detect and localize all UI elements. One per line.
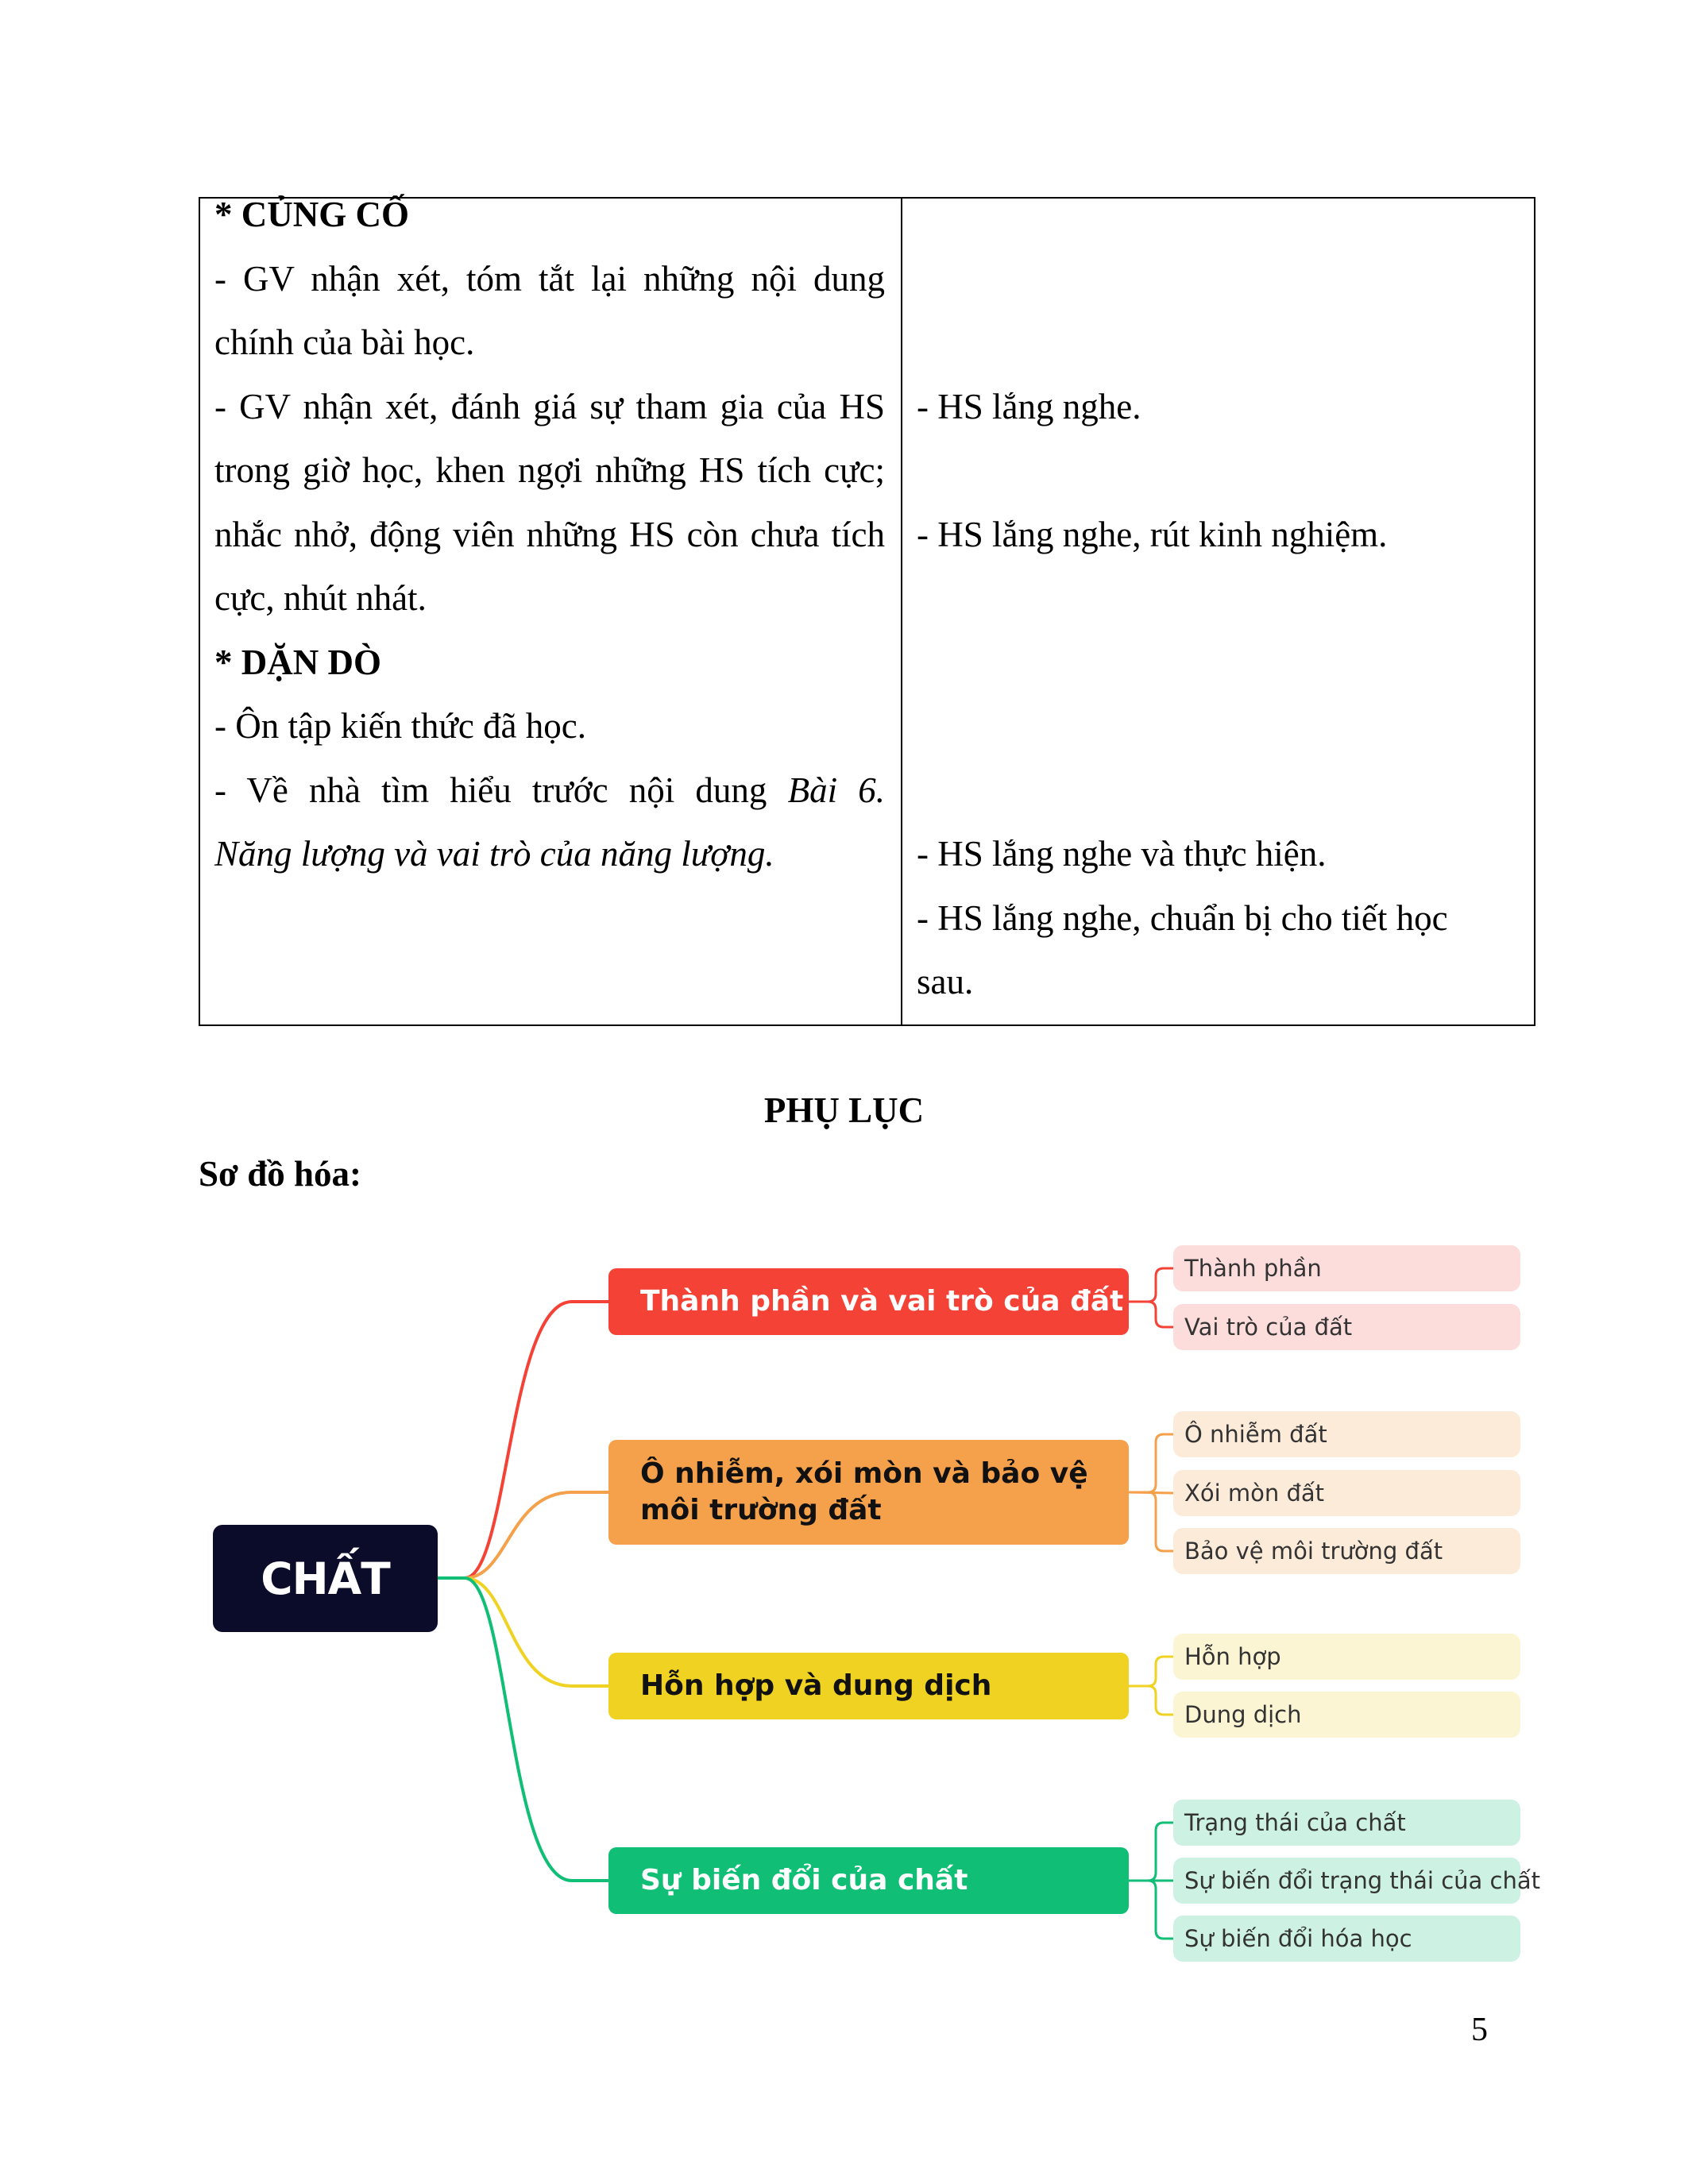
teacher-activity-line-text: - Về nhà tìm hiểu trước nội dung — [214, 770, 788, 810]
mindmap-root: CHẤT — [213, 1525, 438, 1632]
teacher-activities-column — [200, 195, 902, 1024]
student-activity-line — [917, 438, 1518, 503]
mindmap-leaf-node: Dung dịch — [1173, 1692, 1520, 1738]
mindmap-branch-node: Ô nhiễm, xói mòn và bảo vệ môi trường đất — [608, 1440, 1129, 1545]
branch-leaf-connector — [1129, 1657, 1173, 1686]
lesson-table — [199, 197, 1535, 1026]
teacher-activity-line — [214, 758, 885, 823]
student-activity-line — [917, 247, 1518, 311]
mindmap-leaf-node: Vai trò của đất — [1173, 1304, 1520, 1350]
student-activity-line — [917, 631, 1518, 695]
mindmap-leaf-node: Bảo vệ môi trường đất — [1173, 1528, 1520, 1574]
teacher-activity-line: chính của bài học. — [214, 322, 475, 362]
student-activity-line: - HS lắng nghe và thực hiện. — [917, 834, 1327, 874]
diagram-label: Sơ đồ hóa: — [199, 1154, 361, 1194]
root-branch-connector — [438, 1492, 608, 1578]
root-branch-connector — [438, 1578, 608, 1881]
branch-leaf-connector — [1129, 1492, 1173, 1551]
student-activity-line: sau. — [917, 962, 974, 1001]
student-activity-line — [917, 183, 1518, 247]
student-activity-line — [917, 311, 1518, 375]
teacher-activity-line-italic: Bài 6. — [787, 770, 886, 810]
teacher-activity-line: - Ôn tập kiến thức đã học. — [214, 706, 586, 746]
student-activity-line: - HS lắng nghe, rút kinh nghiệm. — [917, 514, 1388, 554]
mindmap-leaf-node: Hỗn hợp — [1173, 1634, 1520, 1680]
mindmap-leaf-node: Thành phần — [1173, 1245, 1520, 1291]
teacher-activity-line: - GV nhận xét, tóm tắt lại những nội dung — [214, 258, 885, 299]
student-activities-column — [902, 199, 1534, 1024]
teacher-activity-line: * CỦNG CỐ — [214, 195, 409, 234]
teacher-activity-line: cực, nhút nhát. — [214, 578, 427, 618]
teacher-activity-line: Năng lượng và vai trò của năng lượng. — [214, 834, 774, 874]
branch-leaf-connector — [1129, 1492, 1173, 1493]
branch-leaf-connector — [1129, 1823, 1173, 1881]
mindmap-leaf-node: Xói mòn đất — [1173, 1470, 1520, 1516]
teacher-activity-line: trong giờ học, khen ngợi những HS tích cực; — [214, 450, 885, 490]
student-activity-line: - HS lắng nghe. — [917, 386, 1141, 426]
branch-leaf-connector — [1129, 1686, 1173, 1715]
root-branch-connector — [438, 1578, 608, 1686]
mindmap-branch-node: Thành phần và vai trò của đất — [608, 1268, 1129, 1335]
teacher-activity-line: - GV nhận xét, đánh giá sự tham gia của HS — [214, 386, 885, 426]
student-activity-line — [917, 758, 1518, 823]
student-activity-line: - HS lắng nghe, chuẩn bị cho tiết học — [917, 897, 1448, 938]
mindmap-leaf-node: Trạng thái của chất — [1173, 1800, 1520, 1846]
mindmap-leaf-node: Sự biến đổi trạng thái của chất — [1173, 1858, 1520, 1904]
mindmap-branch-node: Sự biến đổi của chất — [608, 1847, 1129, 1914]
appendix-title: PHỤ LỤC — [763, 1090, 925, 1130]
page-number: 5 — [1471, 2012, 1488, 2048]
mindmap-leaf-node: Sự biến đổi hóa học — [1173, 1916, 1520, 1962]
branch-leaf-connector — [1129, 1268, 1173, 1302]
branch-leaf-connector — [1129, 1881, 1173, 1939]
branch-leaf-connector — [1129, 1434, 1173, 1492]
mindmap-leaf-node: Ô nhiễm đất — [1173, 1411, 1520, 1457]
root-branch-connector — [438, 1302, 608, 1578]
teacher-activity-line: nhắc nhở, động viên những HS còn chưa tích — [214, 514, 885, 554]
student-activity-line — [917, 566, 1518, 631]
student-activity-line — [917, 694, 1518, 758]
mindmap-branch-node: Hỗn hợp và dung dịch — [608, 1653, 1129, 1719]
branch-leaf-connector — [1129, 1302, 1173, 1327]
teacher-activity-line: * DẶN DÒ — [214, 642, 381, 682]
